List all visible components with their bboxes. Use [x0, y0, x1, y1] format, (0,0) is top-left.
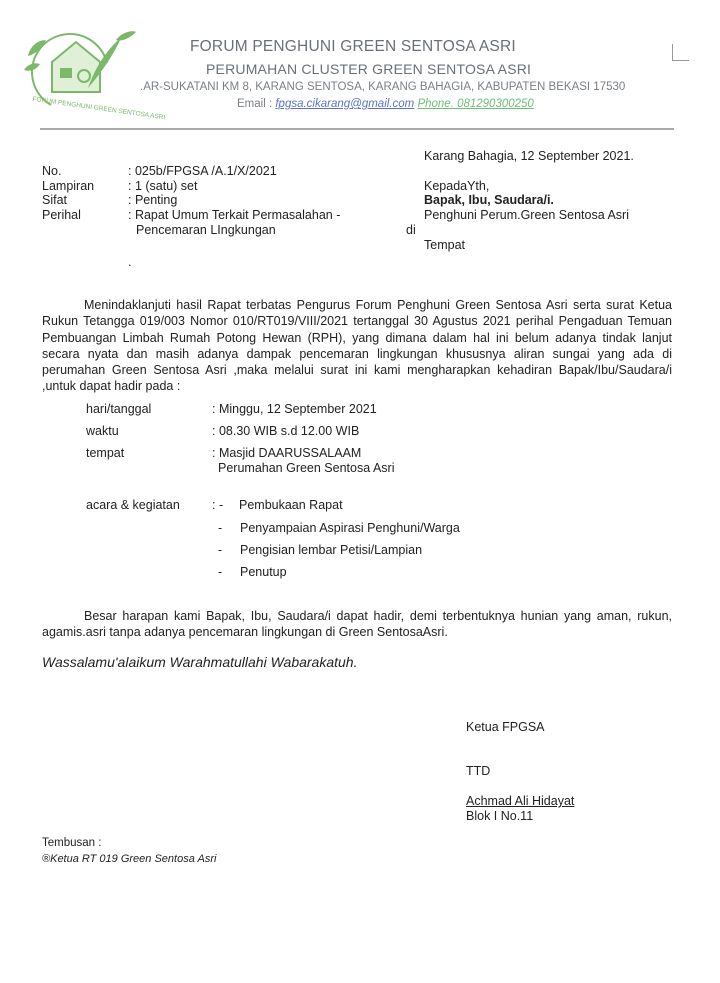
agenda-item-3: Pengisian lembar Petisi/Lampian — [240, 543, 423, 557]
meta-dot: . — [128, 255, 132, 269]
meta-no-value: : 025b/FPGSA /A.1/X/2021 — [128, 164, 277, 178]
schedule-place-value: : Masjid DAARUSSALAAM — [212, 446, 362, 460]
meta-sifat-value: : Penting — [128, 193, 178, 207]
agenda-item-4: Penutup — [240, 565, 287, 579]
schedule-place-value-2: Perumahan Green Sentosa Asri — [218, 461, 395, 475]
organization-contact — [237, 98, 534, 110]
schedule-place-label: tempat — [86, 446, 125, 460]
logo-text: FORUM PENGHUNI GREEN SENTOSA ASRI — [32, 95, 166, 122]
organization-address: .AR-SUKATANI KM 8, KARANG SENTOSA, KARANG BAHAGIA, KABUPATEN BEKASI 17530 — [140, 81, 626, 93]
agenda-item-2: Penyampaian Aspirasi Penghuni/Warga — [240, 521, 460, 535]
page-corner-mark — [672, 44, 689, 61]
signature-ttd: TTD — [466, 764, 491, 778]
agenda-dash-2: - — [218, 521, 223, 535]
recipient-group: Penghuni Perum.Green Sentosa Asri — [424, 208, 629, 222]
agenda-item-1: Pembukaan Rapat — [239, 498, 343, 512]
recipient-place: Tempat — [424, 238, 465, 252]
meta-perihal-continued: Pencemaran LIngkungan — [136, 223, 276, 237]
meta-lampiran-label: Lampiran — [42, 179, 95, 193]
meta-perihal-label: Perihal — [42, 208, 81, 222]
email-label: Email : — [237, 98, 273, 110]
agenda-prefix: : - — [212, 498, 224, 512]
schedule-day-value: : Minggu, 12 September 2021 — [212, 402, 377, 416]
recipient-name: Bapak, Ibu, Saudara/i. — [424, 193, 554, 207]
meta-no-label: No. — [42, 164, 62, 178]
phone-link[interactable]: Phone. 081290300250 — [417, 98, 534, 110]
body-paragraph-2: Besar harapan kami Bapak, Ibu, Saudara/i dapat hadir, demi terbentuknya hunian yang aman, rukun, agamis.asri tanpa adanya pencemaran lingkungan di Green SentosaAsri. — [42, 609, 672, 640]
meta-sifat-label: Sifat — [42, 193, 68, 207]
body-paragraph-1: Menindaklanjuti hasil Rapat terbatas Pengurus Forum Penghuni Green Sentosa Asri serta surat Ketua Rukun Tetangga 019/003 Nomor 010/RT019/VIII/2021 tertanggal 30 Agustus 2021 perihal Pengaduan Temuan Pembuangan Limbah Rumah Potong Hewan (RPH), yang dimana dalam hal ini belum adanya tindak lanjut secara nyata dan masih adanya dampak pencemaran lingkungan khususnya aliran sungai yang ada di perumahan Green Sentosa Asri ,maka melalui surat ini kami mengharapkan kehadiran Bapak/Ibu/Saudara/i ,untuk dapat hadir pada : — [42, 298, 672, 394]
agenda-dash-3: - — [218, 543, 223, 557]
agenda-dash-4: - — [218, 565, 223, 579]
cc-item: ®Ketua RT 019 Green Sentosa Asri — [42, 853, 217, 865]
schedule-time-value: : 08.30 WIB s.d 12.00 WIB — [212, 424, 360, 438]
organization-logo — [18, 22, 166, 122]
schedule-agenda-label: acara & kegiatan — [86, 498, 180, 512]
signature-title: Ketua FPGSA — [466, 720, 545, 734]
organization-name: FORUM PENGHUNI GREEN SENTOSA ASRI — [190, 38, 516, 55]
meta-perihal-value: : Rapat Umum Terkait Permasalahan - — [128, 208, 341, 222]
organization-subtitle: PERUMAHAN CLUSTER GREEN SENTOSA ASRI — [206, 61, 532, 77]
cc-label: Tembusan : — [42, 837, 102, 849]
signature-name: Achmad Ali Hidayat — [466, 794, 575, 808]
recipient-greeting: KepadaYth, — [424, 179, 490, 193]
place-date: Karang Bahagia, 12 September 2021. — [424, 149, 634, 163]
meta-lampiran-value: : 1 (satu) set — [128, 179, 198, 193]
signature-block: Blok I No.11 — [466, 809, 534, 823]
schedule-time-label: waktu — [86, 424, 119, 438]
header-divider — [40, 128, 674, 130]
email-link[interactable]: fpgsa.cikarang@gmail.com — [275, 98, 415, 110]
closing-greeting: Wassalamu'alaikum Warahmatullahi Wabarakatuh. — [42, 654, 358, 670]
schedule-day-label: hari/tanggal — [86, 402, 152, 416]
recipient-di: di — [406, 223, 416, 237]
